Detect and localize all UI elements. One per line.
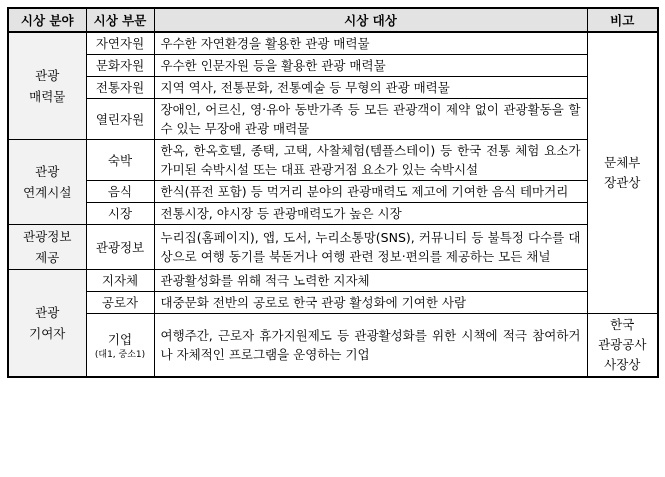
award-categories-table bbox=[7, 7, 659, 378]
area-label-line: 관광 bbox=[35, 305, 60, 320]
area-contributors bbox=[8, 270, 86, 378]
category-cell: 음식 bbox=[86, 181, 154, 203]
area-label-line: 기여자 bbox=[29, 326, 66, 341]
header-category: 시상 부문 bbox=[86, 8, 154, 32]
category-cell: 관광정보 bbox=[86, 225, 154, 270]
area-attractions bbox=[8, 32, 86, 140]
area-info bbox=[8, 225, 86, 270]
target-cell: 관광활성화를 위해 적극 노력한 지자체 bbox=[154, 270, 587, 292]
table-row bbox=[8, 77, 658, 99]
category-cell: 시장 bbox=[86, 203, 154, 225]
award-table-wrapper bbox=[7, 7, 659, 378]
note-kto-award bbox=[587, 314, 658, 378]
table-row bbox=[8, 181, 658, 203]
target-cell: 장애인, 어르신, 영‧유아 동반가족 등 모든 관광객이 제약 없이 관광활동을 할 수 있는 무장애 관광 매력물 bbox=[154, 99, 587, 140]
header-area: 시상 분야 bbox=[8, 8, 86, 32]
target-cell: 누리집(홈페이지), 앱, 도서, 누리소통망(SNS), 커뮤니티 등 불특정 다수를 대상으로 여행 동기를 북돋거나 여행 관련 정보‧편의를 제공하는 모든 채널 bbox=[154, 225, 587, 270]
target-cell: 대중문화 전반의 공로로 한국 관광 활성화에 기여한 사람 bbox=[154, 292, 587, 314]
target-cell: 우수한 인문자원 등을 활용한 관광 매력물 bbox=[154, 55, 587, 77]
table-row bbox=[8, 225, 658, 270]
target-cell: 우수한 자연환경을 활용한 관광 매력물 bbox=[154, 32, 587, 55]
target-cell: 한식(퓨전 포함) 등 먹거리 분야의 관광매력도 제고에 기여한 음식 테마거리 bbox=[154, 181, 587, 203]
category-cell: 전통자원 bbox=[86, 77, 154, 99]
category-cell-company bbox=[86, 314, 154, 378]
note-line: 문체부 bbox=[604, 155, 641, 170]
table-row bbox=[8, 140, 658, 181]
area-label-line: 관광정보 bbox=[23, 229, 72, 244]
category-sublabel: (대1, 중소1) bbox=[94, 349, 146, 360]
note-line: 한국 bbox=[610, 317, 635, 332]
category-cell: 지자체 bbox=[86, 270, 154, 292]
target-cell: 전통시장, 야시장 등 관광매력도가 높은 시장 bbox=[154, 203, 587, 225]
area-label-line: 관광 bbox=[35, 164, 60, 179]
area-label-line: 매력물 bbox=[29, 89, 66, 104]
note-line: 장관상 bbox=[604, 175, 641, 190]
category-cell: 열린자원 bbox=[86, 99, 154, 140]
table-row bbox=[8, 270, 658, 292]
header-note: 비고 bbox=[587, 8, 658, 32]
category-label: 기업 bbox=[107, 331, 133, 347]
table-row bbox=[8, 292, 658, 314]
table-row bbox=[8, 32, 658, 55]
table-row bbox=[8, 203, 658, 225]
category-cell: 문화자원 bbox=[86, 55, 154, 77]
target-cell: 여행주간, 근로자 휴가지원제도 등 관광활성화를 위한 시책에 적극 참여하거나 자체적인 프로그램을 운영하는 기업 bbox=[154, 314, 587, 378]
note-line: 관광공사 bbox=[598, 337, 647, 352]
header-target: 시상 대상 bbox=[154, 8, 587, 32]
table-row bbox=[8, 55, 658, 77]
target-cell: 한옥, 한옥호텔, 종택, 고택, 사찰체험(템플스테이) 등 한국 전통 체험 요소가 가미된 숙박시설 또는 대표 관광거점 요소가 있는 숙박시설 bbox=[154, 140, 587, 181]
table-row bbox=[8, 314, 658, 378]
header-row bbox=[8, 8, 658, 32]
category-cell: 공로자 bbox=[86, 292, 154, 314]
category-cell: 자연자원 bbox=[86, 32, 154, 55]
target-cell: 지역 역사, 전통문화, 전통예술 등 무형의 관광 매력물 bbox=[154, 77, 587, 99]
note-ministry-award bbox=[587, 32, 658, 314]
note-line: 사장상 bbox=[604, 357, 641, 372]
area-facilities bbox=[8, 140, 86, 225]
area-label-line: 제공 bbox=[35, 250, 60, 265]
area-label-line: 연계시설 bbox=[23, 185, 72, 200]
category-cell: 숙박 bbox=[86, 140, 154, 181]
area-label-line: 관광 bbox=[35, 68, 60, 83]
